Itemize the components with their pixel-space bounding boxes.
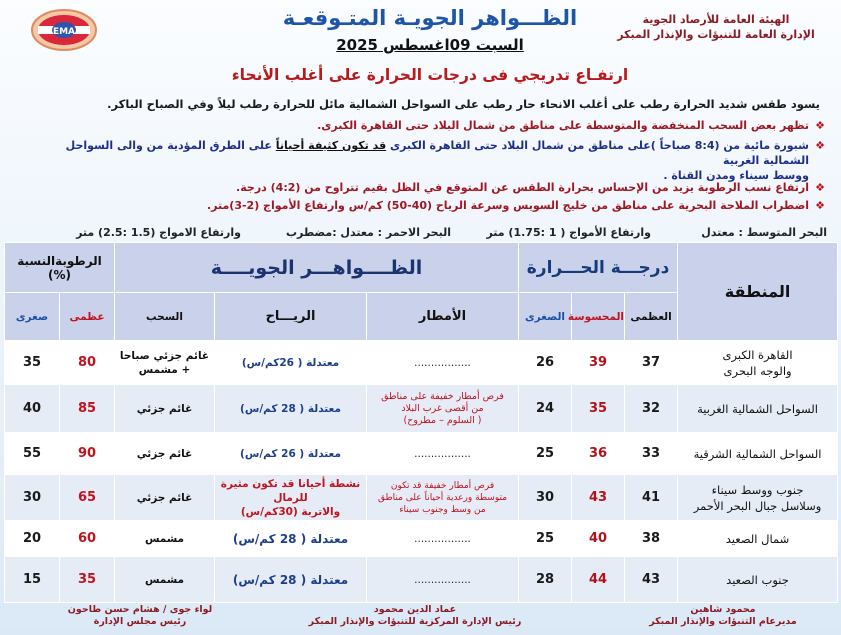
wind-cell: معتدلة ( 26 كم/س) [215,433,367,475]
signature-right-name: محمود شاهين [690,604,756,615]
humidity-max-cell: 60 [60,521,115,557]
temp-feel-cell: 35 [572,385,625,433]
bullet-icon: ❖ [815,119,825,132]
header-temp-max: العظمى [625,293,678,341]
headline: ارتفـاع تدريجي فى درجات الحرارة على أغلب الأنحاء [231,66,629,84]
temp-max-cell: 43 [625,557,678,603]
bullet-fog-pre: شبورة مائية من (8:4 صباحاً )على مناطق من شمال البلاد حتى القاهرة الكبرى [390,139,809,152]
clouds-cell: غائم جزئي [115,385,215,433]
signature-left-title: رئيس مجلس الإدارة [93,616,187,627]
temp-max-cell: 41 [625,475,678,521]
table-row [5,521,838,557]
humidity-min-cell: 20 [5,521,60,557]
ema-logo [30,8,98,52]
header-clouds: السحب [115,293,215,341]
signature-middle-title: رئيس الإدارة المركزية للتنبؤات والإنذار المبكر [308,616,522,627]
temp-min-cell: 25 [519,521,572,557]
region-cell: السواحل الشمالية الشرقية [678,433,838,475]
temp-min-cell: 25 [519,433,572,475]
humidity-max-cell: 65 [60,475,115,521]
temp-feel-cell: 44 [572,557,625,603]
temp-min-cell: 26 [519,341,572,385]
header-temp-feel: المحسوسة [572,293,625,341]
rain-cell: فرص أمطار خفيفة على مناطق من أقصى غرب البلاد ( السلوم – مطروح) [367,385,519,433]
sea-red-waves: وارتفاع الامواج (1.5 :2.5) متر [76,226,241,239]
temp-min-cell: 30 [519,475,572,521]
signature-middle [290,604,540,628]
table-row [5,433,838,475]
region-cell: شمال الصعيد [678,521,838,557]
signature-left-name: لواء جوى / هشام حسن طاحون [67,604,213,615]
forecast-date: السبت 09اغسطس 2025 [336,36,524,54]
bullet-icon: ❖ [815,199,825,212]
temp-min-cell: 24 [519,385,572,433]
page-title: الظـــواهر الجويـة المتـوقعـة [282,6,578,30]
temp-feel-cell: 43 [572,475,625,521]
table-row [5,341,838,385]
wind-cell: معتدلة ( 28 كم/س) [215,557,367,603]
humidity-min-cell: 15 [5,557,60,603]
forecast-table [4,242,838,603]
logo-text: EMA [52,27,76,37]
bullet-humidity-text: ارتفاع نسب الرطوبة يزيد من الإحساس بحرارة الطقس عن المتوقع في الظل بقيم تتراوح من (4:2) درجة. [236,181,809,194]
bullet-icon: ❖ [815,139,825,152]
wind-cell: معتدلة ( 26كم/س) [215,341,367,385]
clouds-cell: غائم جزئي [115,475,215,521]
signature-right-title: مديرعام التنبؤات والإنذار المبكر [649,616,797,627]
humidity-max-cell: 80 [60,341,115,385]
table-row [5,475,838,521]
temp-max-cell: 32 [625,385,678,433]
header-humidity: الرطوبةالنسبة (%) [5,243,115,293]
sea-mediterranean-waves: وارتفاع الأمواج ( 1 :1.75) متر [486,226,651,239]
region-cell: القاهرة الكبرى والوجه البحرى [678,341,838,385]
temp-max-cell: 38 [625,521,678,557]
header-wind: الريـــاح [215,293,367,341]
rain-cell: ................. [367,557,519,603]
region-cell: السواحل الشمالية الغربية [678,385,838,433]
signature-left [40,604,240,628]
header-humidity-max: عظمى [60,293,115,341]
wind-cell: معتدلة ( 28 كم/س) [215,385,367,433]
table-row [5,557,838,603]
bullet-clouds [37,118,827,133]
bullet-fog-line2: ووسط سيناء ومدن القناة . [663,169,809,182]
clouds-cell: مشمس [115,521,215,557]
temp-feel-cell: 39 [572,341,625,385]
clouds-cell: مشمس [115,557,215,603]
wind-cell: نشطة أحيانا قد تكون مثيرة للرمال والاتربة (30كم/س) [215,475,367,521]
temp-min-cell: 28 [519,557,572,603]
humidity-min-cell: 35 [5,341,60,385]
humidity-min-cell: 55 [5,433,60,475]
sea-red: البحر الاحمر : معتدل :مضطرب [285,226,451,239]
bullet-fog-emphasis: قد تكون كثيفة أحياناً [275,139,387,152]
header-temperature: درجـــة الحـــرارة [519,243,678,293]
temp-max-cell: 33 [625,433,678,475]
signature-middle-name: عماد الدين محمود [373,604,457,615]
header-temp-min: الصغرى [519,293,572,341]
wind-cell: معتدلة ( 28 كم/س) [215,521,367,557]
humidity-max-cell: 90 [60,433,115,475]
header-region: المنطقة [678,243,838,341]
temp-max-cell: 37 [625,341,678,385]
humidity-max-cell: 85 [60,385,115,433]
rain-cell: ................. [367,521,519,557]
bullet-fog [37,138,827,183]
rain-cell: ................. [367,433,519,475]
sea-mediterranean: البحر المتوسط : معتدل [701,226,827,239]
humidity-min-cell: 40 [5,385,60,433]
header-humidity-min: صغرى [5,293,60,341]
org-line-1: الهيئة العامة للأرصاد الجوية [642,13,790,26]
header-weather: الظــــواهـــر الجويــــة [115,243,519,293]
clouds-cell: غائم جزئي صباحا + مشمس [115,341,215,385]
bullet-navigation-pre: اضطراب الملاحة البحرية على مناطق من خليج السويس [513,199,809,212]
clouds-cell: غائم جزئي [115,433,215,475]
region-cell: جنوب ووسط سيناء وسلاسل جبال البحر الأحمر [678,475,838,521]
summary-text: يسود طقس شديد الحرارة رطب على أغلب الانحاء حار رطب على السواحل الشمالية مائل للحرارة رطب ليلاً وفي الصباح الباكر. [107,97,820,111]
bullet-clouds-text: تظهر بعض السحب المنخفضة والمتوسطة على مناطق من شمال البلاد حتى القاهرة الكبرى. [317,119,809,132]
region-cell: جنوب الصعيد [678,557,838,603]
bullet-navigation [37,198,827,213]
bullet-fog-post: على الطرق المؤدية من والى السواحل الشمالية الغربية [65,139,809,167]
temp-feel-cell: 36 [572,433,625,475]
rain-cell: فرص أمطار خفيفة قد تكون متوسطة ورعدية أحياناً على مناطق من وسط وجنوب سيناء [367,475,519,521]
organization-name [601,12,831,42]
header-rain: الأمطار [367,293,519,341]
bullet-humidity [37,180,827,195]
bullet-icon: ❖ [815,181,825,194]
temp-feel-cell: 40 [572,521,625,557]
org-line-2: الإدارة العامة للتنبؤات والإنذار المبكر [617,28,815,41]
humidity-min-cell: 30 [5,475,60,521]
signature-right [623,604,823,628]
bullet-navigation-post: وسرعة الرياح (40-50) كم/س وارتفاع الأمواج (2-3)متر. [206,199,510,212]
humidity-max-cell: 35 [60,557,115,603]
rain-cell: ................. [367,341,519,385]
table-row [5,385,838,433]
